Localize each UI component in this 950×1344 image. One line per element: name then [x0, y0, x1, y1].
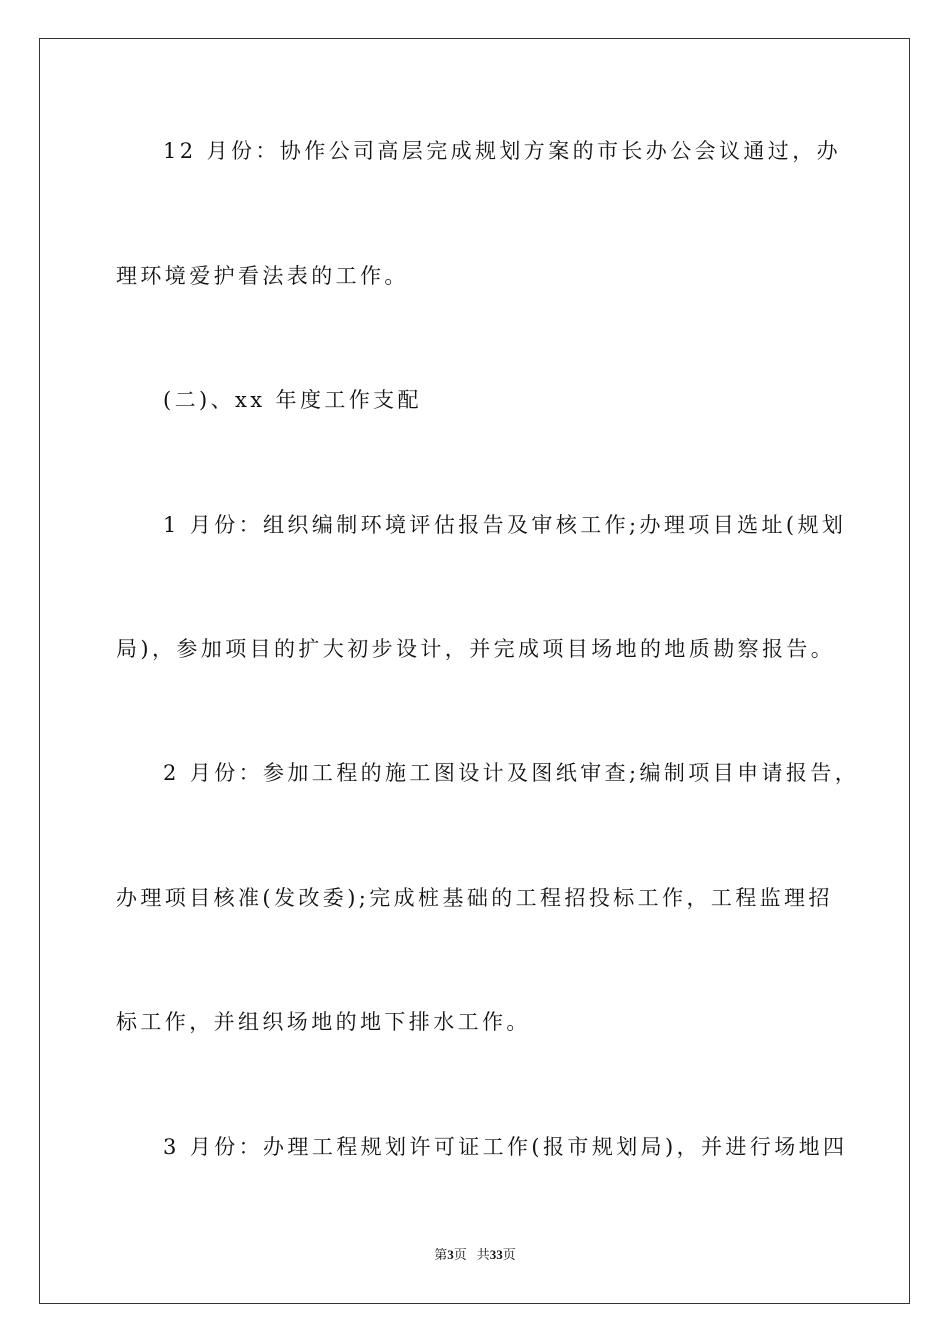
paragraph-line: 办理项目核准(发改委);完成桩基础的工程招投标工作，工程监理招	[116, 886, 833, 910]
paragraph-line: 标工作，并组织场地的地下排水工作。	[116, 1010, 531, 1034]
footer-page-suffix: 页	[453, 1247, 467, 1262]
footer-total-pages: 33	[489, 1247, 503, 1262]
page-footer	[0, 1247, 950, 1263]
paragraph-line: 局)，参加项目的扩大初步设计，并完成项目场地的地质勘察报告。	[116, 637, 836, 661]
paragraph-line: 1 月份：组织编制环境评估报告及审核工作;办理项目选址(规划	[163, 513, 847, 537]
footer-total-prefix: 共	[476, 1247, 490, 1262]
paragraph-line: 2 月份：参加工程的施工图设计及图纸审查;编制项目申请报告，	[163, 761, 860, 785]
section-heading: (二)、xx 年度工作支配	[163, 388, 422, 412]
footer-page-number: 3	[447, 1247, 454, 1262]
footer-total-suffix: 页	[502, 1247, 516, 1262]
paragraph-line: 3 月份：办理工程规划许可证工作(报市规划局)，并进行场地四	[163, 1135, 848, 1159]
page-border	[39, 38, 910, 1304]
paragraph-line: 理环境爱护看法表的工作。	[116, 264, 409, 288]
paragraph-line: 12 月份：协作公司高层完成规划方案的市长办公会议通过，办	[163, 139, 841, 163]
footer-page-prefix: 第	[434, 1247, 448, 1262]
